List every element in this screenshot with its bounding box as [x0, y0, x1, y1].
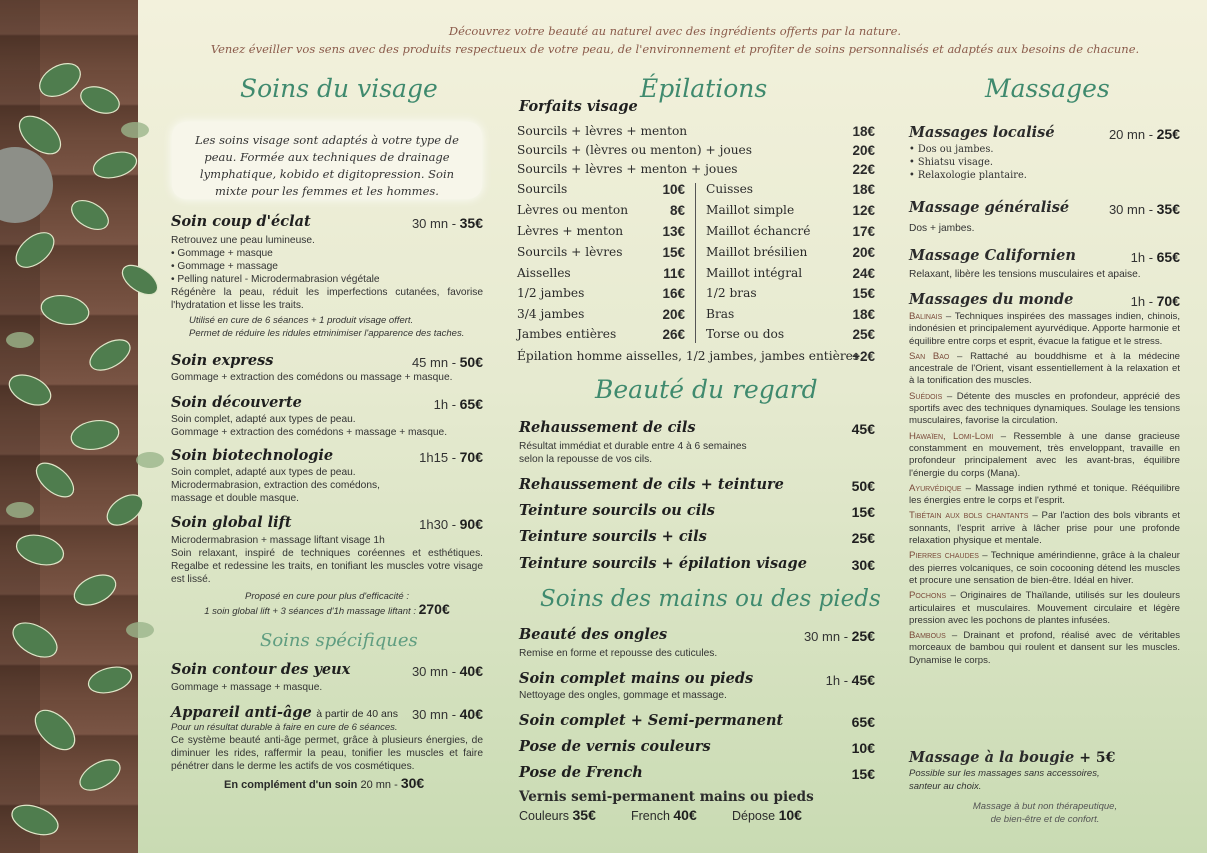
monde-price-line: 1h - 70€ [1130, 293, 1180, 309]
style-name: Pierres chaudes [909, 550, 979, 562]
massages-title: Massages [985, 74, 1110, 103]
massage-style: Suédois – Détente des muscles en profondeur, apprécié des sportifs avec des techniques dynamiques. Soulage les tensions musculaires, favorise la circulation. [909, 390, 1181, 427]
massage-style: San Bao – Rattaché au bouddhisme et à la médecine ancestrale de l'Orient, visant essentiellement à la relaxation et à la tonification des muscles. [909, 350, 1180, 387]
eclat-price: 35€ [459, 215, 483, 231]
epil-price: 25€ [852, 327, 875, 342]
massage-style: Tibétain aux bols chantants – Par l'action des bols vibrants et sonnants, l'esprit arrive à lâcher prise pour une profonde relaxation physique et mentale. [909, 510, 1180, 547]
epil-left-row [517, 327, 685, 341]
forfait-price: 22€ [852, 162, 875, 177]
mains-item-name: Pose de French [519, 764, 643, 781]
bougie-name-line [909, 749, 1115, 766]
global-desc [171, 534, 483, 618]
localise-desc [909, 143, 1180, 182]
footer-line: Massage à but non thérapeutique, [972, 801, 1118, 812]
biotech-price: 70€ [459, 449, 483, 465]
epil-homme-label: Épilation homme aisselles, 1/2 jambes, jambes entières [517, 349, 860, 363]
express-name: Soin express [171, 352, 274, 369]
epil-price: 12€ [852, 203, 875, 218]
visage-note-text: Les soins visage sont adaptés à votre type de peau. Formée aux techniques de drainage lymphatique, kobido et digitopression. Soin mixte pour les femmes et les hommes. [195, 133, 459, 198]
style-name: Bambous [909, 630, 946, 642]
intro [150, 22, 1200, 58]
mains-item-price: 65€ [851, 714, 875, 730]
global-cure-1: Proposé en cure pour plus d'efficacité : [245, 591, 409, 602]
biotech-duration: 1h15 [419, 450, 449, 465]
complet-desc: Nettoyage des ongles, gommage et massage. [519, 690, 727, 701]
antiage-desc-line: Pour un résultat durable à faire en cure de 6 séances. [171, 722, 398, 733]
forfait-row [517, 124, 875, 138]
decouverte-desc-line: Soin complet, adapté aux types de peau. [171, 414, 356, 425]
bougie-price: + 5€ [1079, 750, 1116, 766]
epil-right-row [706, 182, 875, 196]
eclat-desc-line: Retrouvez une peau lumineuse. [171, 235, 315, 246]
intro-line-2: Venez éveiller vos sens avec des produits respectueux de votre peau, de l'environnement et profiter de soins personnalisés et adaptés aux besoins de chacune. [210, 42, 1140, 56]
eclat-desc-line: • Gommage + masque [171, 248, 273, 259]
epil-right-row [706, 327, 875, 341]
vernis-couleurs-label: Couleurs [519, 809, 570, 823]
decouverte-desc [171, 413, 483, 439]
complet-price: 45€ [851, 672, 875, 688]
massage-style: Balinais – Techniques inspirées des massages indien, chinois, indonésien et principalement ayurvédique. Apporte harmonie et équilibre entre corps et esprit, évacue la fatigue et le stress. [909, 311, 1180, 347]
monde-price: 70€ [1156, 293, 1180, 309]
global-name: Soin global lift [171, 514, 292, 531]
style-name: Hawaïen, Lomi-Lomi [909, 430, 994, 442]
express-desc: Gommage + extraction des comédons ou massage + masque. [171, 372, 453, 383]
biotech-name: Soin biotechnologie [171, 447, 334, 464]
decouverte-price: 65€ [459, 396, 483, 412]
antiage-desc-line: Ce système beauté anti-âge permet, grâce à plusieurs énergies, de diminuer les rides, raffermir la peau, tonifier les muscles et faire pénétrer dans le derme les actifs de vos cosmétiques. [171, 735, 483, 772]
biotech-desc [171, 466, 483, 505]
vernis-couleurs-price: 35€ [572, 807, 596, 823]
global-duration: 1h30 [419, 517, 449, 532]
epil-price: 26€ [662, 327, 685, 342]
vernis-french-label: French [631, 809, 670, 823]
epil-price: 24€ [852, 266, 875, 281]
epil-label: Lèvres + menton [517, 224, 624, 238]
rehaussement-desc-line: Résultat immédiat et durable entre 4 à 6 semaines [519, 441, 747, 452]
regard-item-price: 15€ [851, 504, 875, 520]
ongles-name: Beauté des ongles [519, 626, 668, 643]
epil-left-row [517, 266, 685, 280]
californien-duration: 1h [1130, 250, 1146, 265]
epil-price: 13€ [662, 224, 685, 239]
contour-duration: 30 mn [411, 664, 449, 679]
generalise-desc: Dos + jambes. [909, 223, 975, 234]
rehaussement-price-line [800, 421, 875, 437]
epil-price: 20€ [662, 307, 685, 322]
eclat-desc-line: Régénère la peau, réduit les imperfections cutanées, favorise l'hydratation et lisse les traits. [171, 287, 483, 311]
epil-price: 11€ [663, 266, 685, 281]
visage-note [172, 122, 482, 199]
antiage-complement-duration: 20 mn [360, 779, 392, 791]
style-desc: Détente des muscles en profondeur, apprécié des sportifs avec des techniques dynamiques. Soulage les tensions musculaires, favorise la circulation. [909, 390, 1181, 427]
epil-label: Lèvres ou menton [517, 203, 629, 217]
epil-label: Torse ou dos [706, 327, 785, 341]
antiage-complement-price: 30€ [400, 775, 425, 791]
style-desc: Par l'action des bols vibrants et sonnants, l'esprit arrive à lâcher prise pour une profonde relaxation physique et mentale. [909, 510, 1180, 547]
style-desc: Drainant et profond, réalisé avec de véritables morceaux de bambou qui roulent et dansent sur les muscles. Dynamise le corps. [909, 630, 1181, 666]
epil-left-row [517, 203, 685, 217]
biotech-price-line: 1h15 - 70€ [419, 449, 483, 465]
forfait-label: Sourcils + (lèvres ou menton) + joues [517, 143, 753, 157]
eclat-price-line: 30 mn - 35€ [411, 215, 483, 231]
epil-left-row [517, 307, 685, 321]
decouverte-price-line: 1h - 65€ [433, 396, 483, 412]
epil-price: 15€ [662, 245, 685, 260]
rehaussement-price: 45€ [851, 421, 875, 437]
style-name: Ayurvédique [909, 482, 962, 494]
rehaussement-desc-line: selon la repousse de vos cils. [519, 454, 653, 465]
mains-item-price-line [800, 766, 875, 782]
epil-right-row [706, 266, 875, 280]
epilations-title: Épilations [640, 74, 768, 103]
epil-label: 1/2 jambes [517, 286, 585, 300]
complet-price-line: 1h - 45€ [825, 672, 875, 688]
global-desc-line: Soin relaxant, inspiré de techniques coréennes et esthétiques. Regalbe et redessine les traits, en tonifiant les muscles votre visage est lissé. [171, 548, 483, 585]
massages-footer [935, 800, 1155, 826]
antiage-name: Appareil anti-âge [171, 704, 312, 721]
regard-item-name: Teinture sourcils ou cils [519, 502, 715, 519]
global-desc-line: Microdermabrasion + massage liftant visage 1h [171, 535, 385, 546]
regard-item-price: 30€ [851, 557, 875, 573]
antiage-duration: 30 mn [411, 707, 449, 722]
bougie-desc-line: santeur au choix. [909, 781, 982, 792]
epil-label: Sourcils + lèvres [517, 245, 623, 259]
californien-desc: Relaxant, libère les tensions musculaires et apaise. [909, 269, 1141, 280]
antiage-from: à partir de 40 ans [316, 708, 398, 720]
express-price-line: 45 mn - 50€ [411, 354, 483, 370]
localise-price: 25€ [1156, 126, 1180, 142]
forfait-price: 20€ [852, 143, 875, 158]
localise-price-line: 20 mn - 25€ [1108, 126, 1180, 142]
epil-right-row [706, 203, 875, 217]
epil-left-row [517, 224, 685, 238]
antiage-price-line: 30 mn - 40€ [411, 706, 483, 722]
eclat-name: Soin coup d'éclat [171, 213, 311, 230]
regard-item-price-line [800, 504, 875, 520]
monde-name: Massages du monde [909, 291, 1074, 308]
antiage-desc [171, 721, 483, 773]
localise-duration: 20 mn [1108, 127, 1146, 142]
global-cure-2: 1 soin global lift + 3 séances d'1h massage liftant : [204, 606, 416, 617]
epil-label: 3/4 jambes [517, 307, 585, 321]
mains-item-name: Pose de vernis couleurs [519, 738, 711, 755]
footer-line: de bien-être et de confort. [990, 814, 1100, 825]
antiage-price: 40€ [459, 706, 483, 722]
regard-item-price: 50€ [851, 478, 875, 494]
mains-item-name: Soin complet + Semi-permanent [519, 712, 784, 729]
forfait-label: Sourcils + lèvres + menton [517, 124, 688, 138]
style-desc: Ressemble à une danse gracieuse constamment en mouvement, très enveloppant, travaille en profondeur principalement avec les avant-bras, équilibre l'énergie du corps (Mana). [909, 430, 1180, 479]
contour-name: Soin contour des yeux [171, 661, 351, 678]
massage-style: Bambous – Drainant et profond, réalisé avec de véritables morceaux de bambou qui roulent et dansent sur les muscles. Dynamise le corps. [909, 630, 1181, 666]
style-name: Suédois [909, 390, 943, 402]
mains-item-price: 10€ [851, 740, 875, 756]
regard-title: Beauté du regard [595, 375, 818, 404]
style-name: Pochons [909, 590, 947, 602]
massage-styles [909, 311, 1180, 667]
vernis-depose-price: 10€ [778, 807, 802, 823]
mains-item-price: 15€ [851, 766, 875, 782]
vernis-depose-label: Dépose [732, 809, 776, 823]
massage-style: Hawaïen, Lomi-Lomi – Ressemble à une danse gracieuse constamment en mouvement, très enveloppant, travaille en profondeur principalement avec les avant-bras, équilibre l'énergie du corps (Mana). [909, 430, 1180, 479]
eclat-duration: 30 mn [411, 216, 449, 231]
epil-price: 10€ [662, 182, 685, 197]
complet-duration: 1h [825, 673, 841, 688]
epil-homme-row [517, 349, 875, 363]
eclat-cure-1: Utilisé en cure de 6 séances + 1 produit visage offert. [189, 315, 414, 326]
epil-right-row [706, 245, 875, 259]
epil-label: Maillot intégral [706, 266, 803, 280]
contour-desc: Gommage + massage + masque. [171, 682, 323, 693]
epil-price: 8€ [669, 203, 685, 218]
epil-price: 17€ [852, 224, 875, 239]
epil-left-row [517, 286, 685, 300]
decouverte-name: Soin découverte [171, 394, 302, 411]
rehaussement-desc [519, 440, 875, 466]
vernis-french [631, 807, 697, 823]
regard-item-name: Teinture sourcils + épilation visage [519, 555, 807, 572]
ongles-price: 25€ [851, 628, 875, 644]
generalise-name: Massage généralisé [909, 199, 1070, 216]
visage-title: Soins du visage [240, 74, 438, 103]
biotech-desc-line: Soin complet, adapté aux types de peau. [171, 467, 356, 478]
global-price: 90€ [459, 516, 483, 532]
epilations-divider [695, 183, 696, 343]
vernis-depose [732, 807, 802, 823]
epil-price: 18€ [852, 182, 875, 197]
massage-style: Pochons – Originaires de Thaïlande, utilisés sur les douleurs articulaires et musculaires. Mouvement circulaire et légère pression avec les pochons de plantes infusées. [909, 590, 1180, 626]
ongles-duration: 30 mn [803, 629, 841, 644]
epil-price: 20€ [852, 245, 875, 260]
decouverte-duration: 1h [433, 397, 449, 412]
mains-item-price-line [800, 714, 875, 730]
intro-line-1: Découvrez votre beauté au naturel avec des ingrédients offerts par la nature. [448, 24, 902, 38]
style-name: Tibétain aux bols chantants [909, 510, 1029, 522]
decouverte-desc-line: Gommage + extraction des comédons + massage + masque. [171, 427, 448, 438]
ongles-price-line: 30 mn - 25€ [803, 628, 875, 644]
biotech-desc-line: massage et double masque. [171, 493, 299, 504]
epil-label: 1/2 bras [706, 286, 757, 300]
forfait-row [517, 162, 875, 176]
mains-item-price-line [800, 740, 875, 756]
plant-leaves-decoration [0, 40, 175, 853]
ongles-desc: Remise en forme et repousse des cuticules. [519, 648, 718, 659]
epil-right-row [706, 224, 875, 238]
localise-item: • Shiatsu visage. [909, 157, 993, 168]
epil-label: Sourcils [517, 182, 568, 196]
antiage-complement: En complément d'un soin 20 mn - 30€ [224, 775, 425, 791]
massage-style: Ayurvédique – Massage indien rythmé et tonique. Rééquilibre les énergies entre le corps et l'esprit. [909, 482, 1180, 507]
generalise-price: 35€ [1156, 201, 1180, 217]
antiage-name-line [171, 704, 398, 722]
eclat-desc [171, 234, 483, 340]
vernis-french-price: 40€ [673, 807, 697, 823]
rehaussement-name: Rehaussement de cils [519, 419, 696, 436]
specifiques-title: Soins spécifiques [260, 630, 418, 651]
californien-name: Massage Californien [909, 247, 1076, 264]
style-desc: Rattaché au bouddhisme et à la médecine ancestrale de l'Orient, visant essentiellement à la relaxation et à la tonification des muscles. [909, 350, 1180, 387]
global-price-line: 1h30 - 90€ [419, 516, 483, 532]
style-desc: Techniques inspirées des massages indien, chinois, indonésien et principalement ayurvédique. Apporte harmonie et équilibre entre corps et esprit, évacue la fatigue et le stress. [909, 311, 1180, 347]
bougie-desc-line: Possible sur les massages sans accessoires, [909, 768, 1100, 779]
epil-left-row [517, 182, 685, 196]
regard-item-price: 25€ [851, 530, 875, 546]
localise-item: • Relaxologie plantaire. [909, 170, 1027, 181]
generalise-price-line: 30 mn - 35€ [1108, 201, 1180, 217]
californien-price: 65€ [1156, 249, 1180, 265]
biotech-desc-line: Microdermabrasion, extraction des comédons, [171, 480, 380, 491]
regard-item-price-line [800, 478, 875, 494]
complet-name: Soin complet mains ou pieds [519, 670, 754, 687]
contour-price: 40€ [459, 663, 483, 679]
monde-duration: 1h [1130, 294, 1146, 309]
regard-item-price-line [800, 557, 875, 573]
epil-price: 16€ [662, 286, 685, 301]
regard-item-name: Teinture sourcils + cils [519, 528, 707, 545]
forfait-price: 18€ [852, 124, 875, 139]
express-price: 50€ [459, 354, 483, 370]
eclat-desc-line: • Pelling naturel - Microdermabrasion végétale [171, 274, 380, 285]
eclat-cure-2: Permet de réduire les ridules etminimiser l'apparence des taches. [189, 328, 465, 339]
antiage-complement-label: En complément d'un soin [224, 779, 358, 791]
style-desc: Massage indien rythmé et tonique. Rééquilibre les énergies entre le corps et l'esprit. [909, 482, 1180, 507]
localise-item: • Dos ou jambes. [909, 144, 994, 155]
epil-label: Cuisses [706, 182, 754, 196]
regard-item-name: Rehaussement de cils + teinture [519, 476, 784, 493]
style-desc: Technique amérindienne, grâce à la chaleur des pierres volcaniques, ce soin cocooning détend les muscles et procure une sensation de bien-être. Idéal en hiver. [909, 550, 1180, 586]
regard-item-price-line [800, 530, 875, 546]
global-cure-2-line [171, 603, 483, 618]
epil-right-row [706, 307, 875, 321]
epil-label: Maillot brésilien [706, 245, 808, 259]
epil-label: Aisselles [517, 266, 571, 280]
californien-price-line: 1h - 65€ [1130, 249, 1180, 265]
express-duration: 45 mn [411, 355, 449, 370]
contour-price-line: 30 mn - 40€ [411, 663, 483, 679]
epil-left-row [517, 245, 685, 259]
epil-right-row [706, 286, 875, 300]
global-cure-price: 270€ [418, 601, 450, 617]
style-name: Balinais [909, 311, 943, 322]
forfaits-title: Forfaits visage [519, 98, 638, 115]
forfait-label: Sourcils + lèvres + menton + joues [517, 162, 738, 176]
epil-label: Jambes entières [517, 327, 617, 341]
bougie-name: Massage à la bougie [909, 749, 1075, 766]
localise-name: Massages localisé [909, 124, 1055, 141]
forfait-row [517, 143, 875, 157]
bougie-desc [909, 767, 1180, 793]
mains-title: Soins des mains ou des pieds [540, 586, 881, 612]
epil-price: 18€ [852, 307, 875, 322]
epil-label: Maillot échancré [706, 224, 811, 238]
massage-style: Pierres chaudes – Technique amérindienne, grâce à la chaleur des pierres volcaniques, ce soin cocooning détend les muscles et procure une sensation de bien-être. Idéal en hiver. [909, 550, 1180, 586]
vernis-couleurs [519, 807, 596, 823]
vernis-name: Vernis semi-permanent mains ou pieds [519, 789, 814, 805]
epil-label: Bras [706, 307, 735, 321]
epil-homme-price: +2€ [852, 349, 875, 364]
epil-price: 15€ [852, 286, 875, 301]
generalise-duration: 30 mn [1108, 202, 1146, 217]
eclat-desc-line: • Gommage + massage [171, 261, 278, 272]
style-name: San Bao [909, 350, 950, 362]
epil-label: Maillot simple [706, 203, 795, 217]
style-desc: Originaires de Thaïlande, utilisés sur les douleurs articulaires et musculaires. Mouvement circulaire et légère pression avec les pochons de plantes infusées. [909, 590, 1180, 626]
